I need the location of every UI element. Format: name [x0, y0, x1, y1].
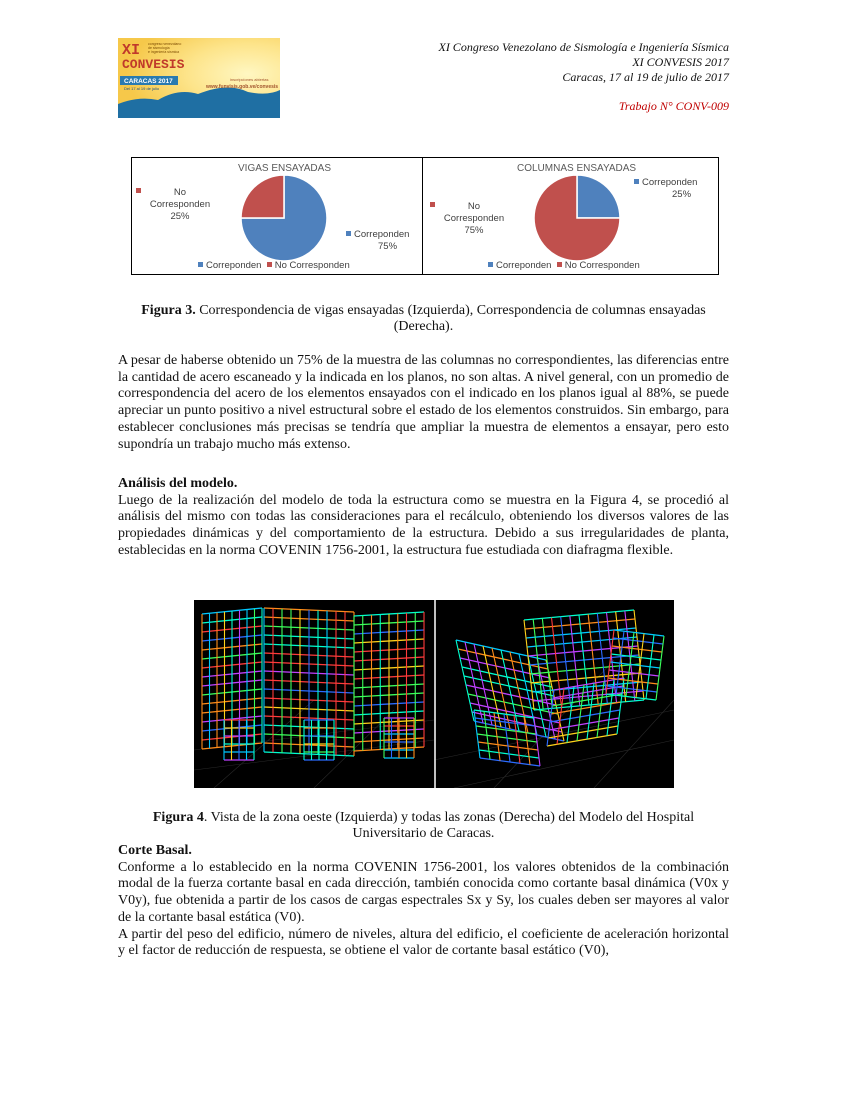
legend-item-yes: Correponden: [206, 260, 262, 271]
logo-roman: XI: [122, 42, 141, 59]
paragraph-1-text: A pesar de haberse obtenido un 75% de la muestra de las columnas no correspondientes, las diferencias entre la cantidad de acero escaneado y la indicada en los planos, no son altas. A nivel general, con un promedio de correspondencia del acero de los elementos ensayados con el indicado en los planos igual al 88%, se puede apreciar un punto positivo a nivel estructural sobre el estado de los elementos construidos. Sin embargo, para establecer conclusiones más precisas se tendría que ampliar la muestra de elementos a ensayar, pero esto supondría un trabajo mucho más extenso.: [118, 353, 729, 452]
header-line-3: Caracas, 17 al 19 de julio de 2017: [562, 70, 729, 84]
section-analisis: [118, 476, 729, 560]
logo-subtitle-1: congreso venezolano: [148, 42, 182, 46]
work-id: Trabajo N° CONV-009: [618, 99, 729, 113]
left-label-yes-line1: Correponden: [354, 229, 410, 240]
left-chart-legend: [198, 260, 350, 271]
chart-divider: [422, 158, 423, 274]
left-label-yes: [346, 229, 426, 253]
paragraph-1: [118, 353, 729, 453]
logo-subtitle-2: de sismología: [148, 46, 170, 50]
logo-url: www.funvisis.gob.ve/convesis: [206, 84, 279, 90]
logo-registration-note: inscripciones abiertas: [230, 77, 269, 82]
right-label-yes: [634, 177, 718, 201]
figure-4-caption-label: Figura 4: [152, 810, 204, 825]
legend-item-no: No Corresponden: [564, 260, 640, 271]
right-chart-legend: [488, 260, 640, 271]
right-label-no-pct: 75%: [464, 225, 484, 236]
figure-4-structural-model: [194, 600, 674, 788]
header-line-1: XI Congreso Venezolano de Sismología e Ingeniería Sísmica: [438, 40, 729, 54]
left-pie-chart: [236, 174, 332, 262]
figure-3-caption-text: Correspondencia de vigas ensayadas (Izquierda), Correspondencia de columnas ensayadas (Derecha).: [195, 303, 706, 334]
right-label-no-line2: Corresponden: [443, 213, 505, 224]
convesis-logo: [118, 38, 280, 118]
left-label-no-line2: Corresponden: [149, 199, 211, 210]
paragraph-4-text: A partir del peso del edificio, número de niveles, altura del edificio, el coeficiente de aceleración horizontal y el factor de reducción de respuesta, se obtiene el valor de cortante basal estático (V0),: [118, 926, 729, 959]
legend-swatch-yes: [488, 262, 493, 267]
legend-item-yes: Correponden: [496, 260, 552, 271]
paragraph-3-text: Conforme a lo establecido en la norma COVENIN 1756-2001, los valores obtenidos de la combinación modal de la fuerza cortante basal en cada dirección, también conocida como cortante basal dinámica (V0x y V0y), fue obtenida a partir de los casos de cargas espectrales Sx y Sy, los cuales deben ser mayores al valor de la cortante basal estática (V0).: [118, 859, 729, 925]
city-badge-text: CARACAS 2017: [124, 78, 173, 85]
left-label-no-line1: No: [173, 187, 187, 198]
no-swatch: [136, 188, 141, 193]
yes-swatch: [634, 179, 639, 184]
right-label-no: [428, 201, 520, 237]
section-corte-basal: [118, 843, 729, 960]
right-label-yes-line1: Correponden: [642, 177, 698, 188]
right-label-no-line1: No: [467, 201, 481, 212]
legend-swatch-yes: [198, 262, 203, 267]
left-label-yes-pct: 75%: [378, 241, 398, 252]
figure-4-caption-text: . Vista de la zona oeste (Izquierda) y todas las zonas (Derecha) del Modelo del Hospital Universitario de Caracas.: [203, 810, 695, 841]
right-chart-title: COLUMNAS ENSAYADAS: [517, 163, 637, 174]
heading-analisis-modelo: Análisis del modelo.: [118, 476, 238, 491]
header-line-2: XI CONVESIS 2017: [632, 55, 729, 69]
no-swatch: [430, 202, 435, 207]
logo-dates: Del 17 al 19 de julio: [124, 86, 160, 91]
right-label-yes-pct: 25%: [672, 189, 692, 200]
paragraph-2-text: Luego de la realización del modelo de toda la estructura como se muestra en la Figura 4, se procedió al análisis del mismo con todas las consideraciones para el recálculo, obteniendo los diversos valores de las propiedades dinámicas y del comportamiento de la estructura. Debido a sus irregularidades de planta, establecidas en la norma COVENIN 1756-2001, la estructura fue estudiada con diafragma flexible.: [118, 492, 729, 558]
right-pie-chart: [529, 174, 625, 262]
legend-swatch-no: [267, 262, 272, 267]
left-label-no-pct: 25%: [170, 211, 190, 222]
legend-swatch-no: [557, 262, 562, 267]
figure-3-caption: [118, 303, 729, 335]
yes-swatch: [346, 231, 351, 236]
vigas-slice-no-corresponden: [241, 175, 284, 218]
figure-4-caption: [118, 810, 729, 842]
logo-subtitle-3: e ingeniería sísmica: [148, 50, 180, 54]
figure-3-caption-label: Figura 3.: [141, 303, 196, 318]
figure-3-charts: [131, 157, 719, 275]
heading-corte-basal: Corte Basal.: [118, 843, 192, 858]
columnas-slice-correponden: [577, 175, 620, 218]
logo-title-text: CONVESIS: [122, 57, 185, 72]
legend-item-no: No Corresponden: [274, 260, 350, 271]
left-chart-title: VIGAS ENSAYADAS: [238, 163, 331, 174]
left-label-no: [136, 187, 224, 223]
conference-header: [438, 40, 729, 114]
